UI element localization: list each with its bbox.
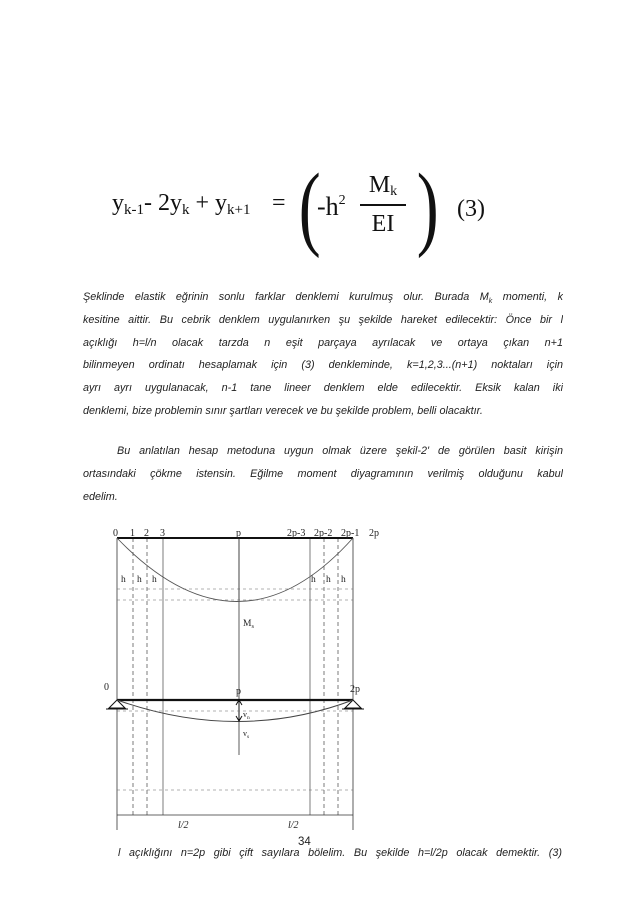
paragraph-1: [83, 286, 563, 423]
support-label-mid: p: [236, 686, 241, 697]
fraction-numerator: $M_k$: [368, 172, 398, 199]
equation-3: [112, 155, 512, 260]
half-span-label: l/2: [288, 820, 299, 830]
node-label: 2p-1: [341, 528, 360, 539]
equation-number: (3): [457, 196, 485, 222]
deflection-label-bottom: $v_s$: [243, 729, 250, 740]
node-label: 0: [113, 528, 118, 539]
paragraph-line: edelim.: [83, 490, 118, 503]
paragraph-line: bilinmeyen ordinatı hesaplamak için (3) denkleminde, k=1,2,3...(n+1) noktaları için: [83, 359, 563, 372]
paragraph-line: ortasındaki çökme istensin. Eğilme moment diyagramının verilmiş olduğunu kabul: [83, 467, 563, 480]
node-label: 1: [130, 528, 135, 539]
equation-lhs: $y_{k-1}-$ $2y_k + y_{k+1}$: [112, 190, 251, 218]
beam-diagram: [103, 525, 383, 830]
paragraph-line: açıklığı h=l/n olacak tarzda n eşit parçaya ayrılacak ve ortaya çıkan n+1: [83, 336, 563, 349]
support-label-right: 2p: [350, 684, 360, 695]
h-label: h: [137, 575, 142, 585]
node-label: 2p-3: [287, 528, 306, 539]
fraction-denominator: EI: [371, 211, 395, 237]
paragraph-line: ayrı ayrı uygulanacak, n-1 tane lineer denklem elde edilecektir. Eksik kalan iki: [83, 382, 563, 395]
paragraph-line: Şeklinde elastik eğrinin sonlu farklar denklemi kurulmuş olur. Burada $M_k$ momenti, k: [83, 291, 563, 306]
right-parenthesis: ): [416, 155, 439, 259]
bottom-text-line: l açıklığını n=2p gibi çift sayılara bölelim. Bu şekilde h=l/2p olacak demektir. (3): [118, 847, 562, 859]
h-label: h: [152, 575, 157, 585]
h-label: h: [326, 575, 331, 585]
fraction-bar: [360, 204, 406, 206]
node-label: 3: [160, 528, 165, 539]
node-label: 2: [144, 528, 149, 539]
deflection-label-top: $v_n$: [243, 710, 250, 721]
paragraph-line: Bu anlatılan hesap metoduna uygun olmak üzere şekil-2' de görülen basit kirişin: [117, 445, 563, 457]
left-parenthesis: (: [298, 155, 321, 259]
page-number: 34: [298, 836, 311, 848]
paragraph-line: kesitine aittir. Bu cebrik denklem uygulanırken şu şekilde hareket edilecektir: Önce bir l: [83, 313, 563, 326]
node-label: 2p: [369, 528, 379, 539]
paragraph-2: [83, 440, 563, 508]
node-label: 2p-2: [314, 528, 333, 539]
half-span-label: l/2: [178, 820, 189, 830]
h-label: h: [341, 575, 346, 585]
h-label: h: [311, 575, 316, 585]
moment-fraction: [360, 172, 406, 238]
support-label-left: 0: [104, 682, 109, 693]
equals-sign: =: [272, 190, 286, 216]
node-label: p: [236, 528, 241, 539]
moment-label: $M_s$: [243, 619, 254, 630]
neg-h-squared: $-h^2$: [317, 192, 346, 221]
h-label: h: [121, 575, 126, 585]
paragraph-line: denklemi, bize problemin sınır şartları verecek ve bu şekilde problem, belli olacaktır.: [83, 404, 483, 417]
beam-figure: [103, 525, 383, 830]
